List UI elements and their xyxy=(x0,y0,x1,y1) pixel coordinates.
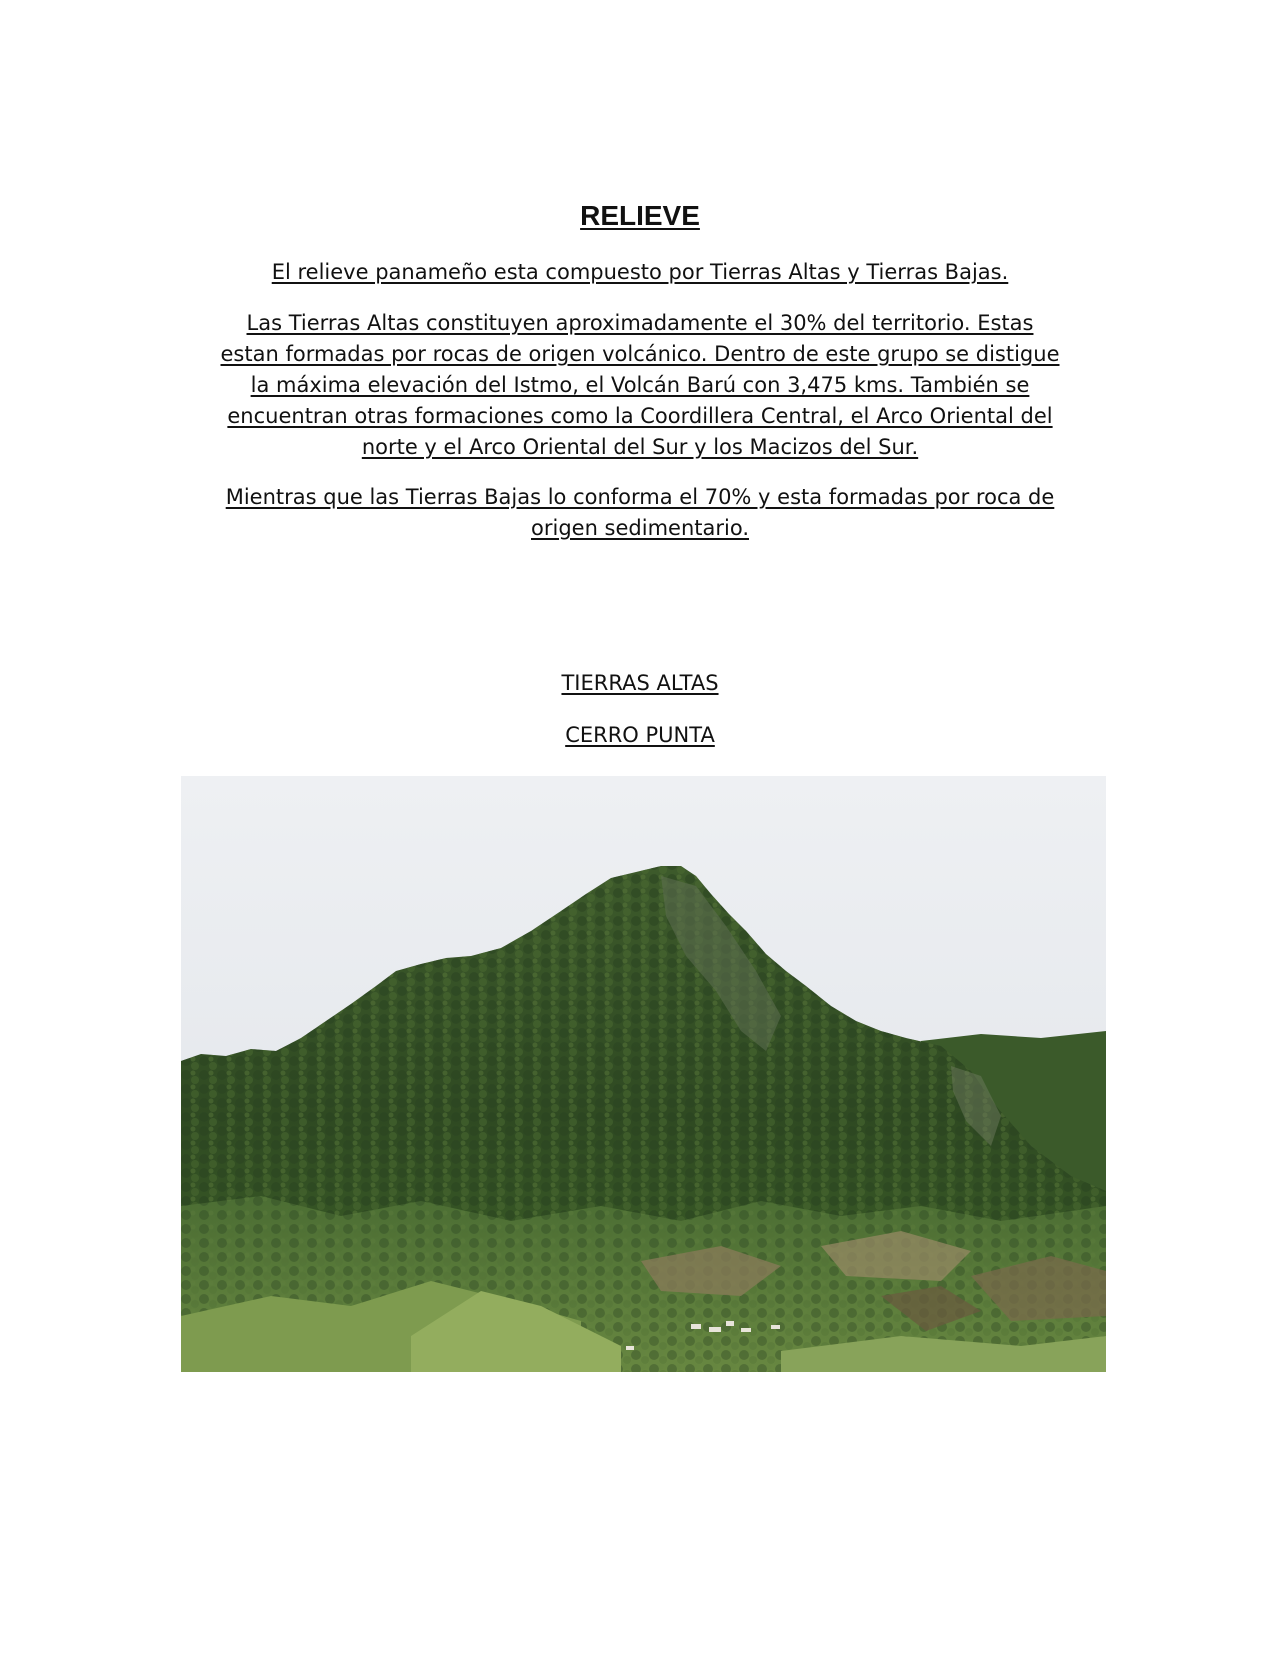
photo-caption: CERRO PUNTA xyxy=(565,723,715,747)
tierras-bajas-paragraph: Mientras que las Tierras Bajas lo conforma el 70% y esta formadas por roca de origen sedimentario. xyxy=(225,485,1055,540)
section-label: TIERRAS ALTAS xyxy=(561,671,719,695)
tierras-altas-paragraph: Las Tierras Altas constituyen aproximadamente el 30% del territorio. Estas estan formadas por rocas de origen volcánico. Dentro de este grupo se distigue la máxima elevación del Istmo, el Volcán Barú con 3,475 kms. También se encuentran otras formaciones como la Coordillera Central, el Arco Oriental del norte y el Arco Oriental del Sur y los Macizos del Sur. xyxy=(220,311,1060,459)
page-title: RELIEVE xyxy=(580,200,700,231)
intro-paragraph: El relieve panameño esta compuesto por Tierras Altas y Tierras Bajas. xyxy=(271,260,1009,284)
cerro-punta-photo xyxy=(181,776,1106,1372)
